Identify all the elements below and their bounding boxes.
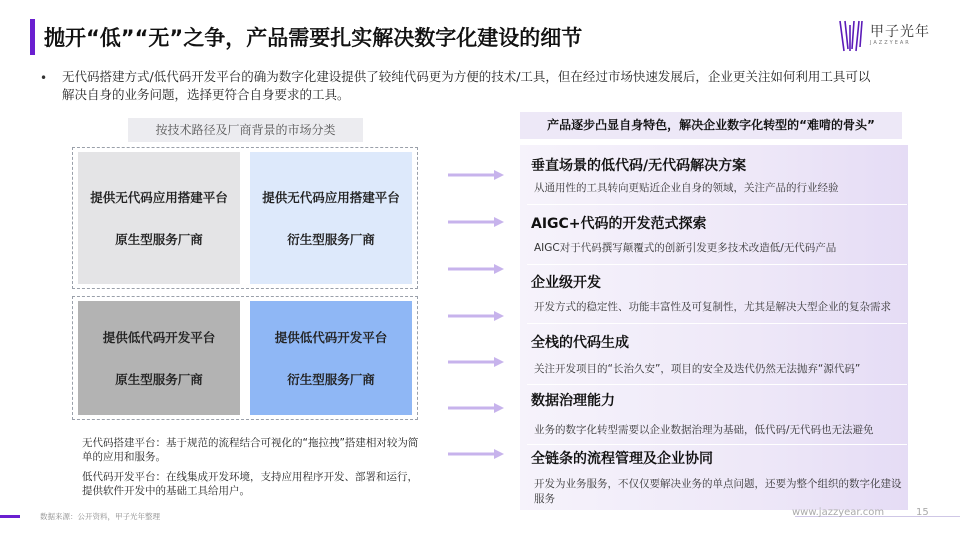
arrow-right-icon xyxy=(448,311,504,321)
feature-desc: 从通用性的工具转向更贴近企业自身的领域，关注产品的行业经验 xyxy=(534,182,839,194)
feature-divider xyxy=(527,204,907,205)
feature-divider xyxy=(527,323,907,324)
arrow-right-icon xyxy=(448,403,504,413)
arrow-right-icon xyxy=(448,357,504,367)
cell-no-code-native xyxy=(78,152,240,284)
definition-no-code: 无代码搭建平台：基于规范的流程结合可视化的“拖拉拽”搭建相对较为简单的应用和服务。 xyxy=(82,437,419,463)
footer-accent-bar xyxy=(0,515,20,518)
feature-desc: 开发方式的稳定性、功能丰富性及可复制性，尤其是解决大型企业的复杂需求 xyxy=(534,301,891,313)
feature-title: AIGC+代码的开发范式探索 xyxy=(531,216,707,232)
feature-title: 全链条的流程管理及企业协同 xyxy=(531,451,713,467)
arrow-right-icon xyxy=(448,449,504,459)
product-features-header: 产品逐步凸显自身特色，解决企业数字化转型的“难啃的骨头” xyxy=(520,112,902,139)
feature-desc: 开发为业务服务，不仅仅要解决业务的单点问题，还要为整个组织的数字化建设服务 xyxy=(534,478,902,505)
feature-title: 数据治理能力 xyxy=(531,393,615,409)
website-url: www.jazzyear.com xyxy=(792,507,885,518)
feature-divider xyxy=(527,384,907,385)
feature-divider xyxy=(527,264,907,265)
data-source-note: 数据来源：公开资料，甲子光年整理 xyxy=(40,512,160,521)
arrow-right-icon xyxy=(448,264,504,274)
cell-low-code-native xyxy=(78,301,240,415)
feature-desc: 关注开发项目的“长治久安”，项目的安全及迭代仍然无法抛弃“源代码” xyxy=(534,363,861,375)
feature-title: 全栈的代码生成 xyxy=(531,335,629,351)
title-accent-bar xyxy=(30,19,35,55)
cell-line1: 提供低代码开发平台 xyxy=(102,330,216,345)
feature-desc: AIGC对于代码撰写颠覆式的创新引发更多技术改造低/无代码产品 xyxy=(534,242,837,254)
cell-line1: 提供无代码应用搭建平台 xyxy=(90,190,228,205)
logo-mark-icon xyxy=(838,19,864,53)
feature-title: 垂直场景的低代码/无代码解决方案 xyxy=(531,158,747,174)
feature-title: 企业级开发 xyxy=(531,275,601,291)
cell-line1: 提供低代码开发平台 xyxy=(274,330,388,345)
definition-low-code: 低代码开发平台：在线集成开发环境，支持应用程序开发、部署和运行，提供软件开发中的基础工具给用户。 xyxy=(82,471,418,497)
feature-desc: 业务的数字化转型需要以企业数据治理为基础，低代码/无代码也无法避免 xyxy=(534,424,874,436)
arrow-right-icon xyxy=(448,217,504,227)
cell-line2: 原生型服务厂商 xyxy=(115,232,203,247)
intro-paragraph: 无代码搭建方式/低代码开发平台的确为数字化建设提供了较纯代码更为方便的技术/工具，但在经过市场快速发展后，企业更关注如何利用工具可以解决自身的业务问题，选择更符合自身要求的工具。 xyxy=(62,69,871,102)
cell-line2: 衍生型服务厂商 xyxy=(287,372,375,387)
cell-line2: 原生型服务厂商 xyxy=(115,372,203,387)
brand-logo xyxy=(838,17,943,57)
page-number: 15 xyxy=(916,507,929,518)
logo-subtext: JAZZYEAR xyxy=(870,40,911,46)
feature-divider xyxy=(527,444,907,445)
cell-low-code-derived xyxy=(250,301,412,415)
logo-text: 甲子光年 xyxy=(870,24,930,40)
bullet-icon: • xyxy=(40,71,48,85)
market-classification-header: 按技术路径及厂商背景的市场分类 xyxy=(128,118,363,142)
arrow-right-icon xyxy=(448,170,504,180)
cell-line2: 衍生型服务厂商 xyxy=(287,232,375,247)
cell-no-code-derived xyxy=(250,152,412,284)
page-title: 抛开“低”“无”之争，产品需要扎实解决数字化建设的细节 xyxy=(44,26,583,50)
cell-line1: 提供无代码应用搭建平台 xyxy=(262,190,400,205)
